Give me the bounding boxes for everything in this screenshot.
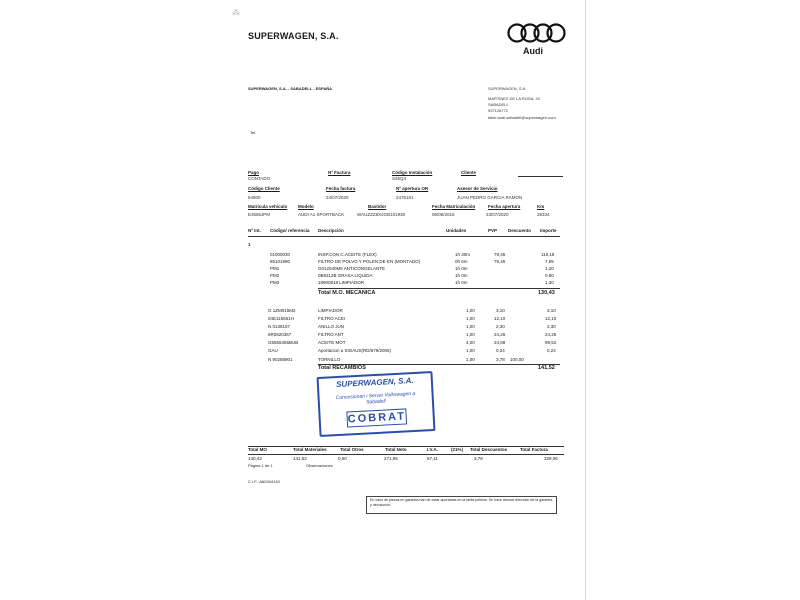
row-units: 1,00 (466, 308, 475, 313)
row-units: 1h 30m (455, 252, 471, 257)
row-importe: 1,20 (545, 266, 554, 271)
row-units: 1,00 (466, 357, 475, 362)
labor-total-rule (318, 288, 560, 289)
row-desc: ANILLO JUN (318, 324, 345, 329)
client-address-email: taller.audi.sabadell@superwagen.com (488, 115, 556, 120)
cliente-label: Cliente (461, 170, 477, 175)
row-pvp: 3,10 (496, 308, 505, 313)
asesor-label: Asesor de Servicio (457, 186, 498, 191)
row-code: PM3 (270, 280, 280, 285)
tel-label: Tel. (250, 130, 257, 135)
row-units: 1h 0m (455, 280, 468, 285)
fecha-apertura-label: Fecha apertura (488, 204, 521, 209)
row-units: 1,00 (466, 324, 475, 329)
observaciones-label: Observaciones (306, 463, 333, 468)
row-desc: Aportacion a SIGAUS(RD/679/2006) (318, 348, 392, 353)
row-code: G5555455BUB (268, 340, 299, 345)
row-units: 1,00 (466, 316, 475, 321)
row-dto: 100,00 (510, 357, 524, 362)
instalacion-label: Código Instalación (392, 170, 433, 175)
iva-label: I.V.A. (427, 447, 438, 452)
row-units: 4,00 (466, 340, 475, 345)
bastidor-value: WAUZZZ8X2GB101930 (357, 212, 406, 217)
scan-mark: ⁂ (232, 8, 240, 17)
row-importe: 0,80 (545, 273, 554, 278)
asesor-value: JUAN PEDRO GARCIA RAMON (457, 195, 523, 200)
row-code: 04E115561H (268, 316, 294, 321)
stamp-subtitle: Concesionari i Servei Volkswagen a Sabadell (335, 390, 416, 406)
stamp-word-box (346, 408, 407, 427)
iva-value: 57,11 (427, 456, 438, 461)
row-code: PM1 (270, 266, 280, 271)
row-importe: 3,10 (547, 308, 556, 313)
row-pvp: 2,30 (496, 324, 505, 329)
parts-total-label: Total RECAMBIOS (318, 365, 366, 371)
codigo-cliente-value: 54900 (248, 195, 261, 200)
total-materiales-value: 141,52 (293, 456, 307, 461)
km-label: Km (537, 204, 545, 209)
row-units: 1,00 (466, 332, 475, 337)
iva-pct-label: (21%) (451, 447, 464, 452)
row-pvp: 79,45 (494, 259, 506, 264)
row-desc: FILTRO ACEI (318, 316, 346, 321)
stamp-word: COBRAT (347, 410, 407, 426)
fecha-apertura-value: 23/07/2020 (486, 212, 509, 217)
total-mo-value: 130,43 (248, 456, 262, 461)
row-importe: 12,10 (545, 316, 557, 321)
section-number: 1 (248, 242, 251, 247)
row-importe: 7,95 (545, 259, 554, 264)
warranty-note: En caso de piezas en garantía han de estar aportadas en la tarifa pública. Se hace abonar dirección de la garantía y devolución. (370, 498, 553, 507)
total-mo-label: Total MO (248, 447, 267, 452)
brand-name: Audi (523, 46, 543, 56)
row-units: 1h 0m (455, 266, 468, 271)
row-desc: LIMPIADOR (318, 308, 343, 313)
row-desc: INSP.CON C.ACEITE (FLEX) (318, 252, 377, 257)
row-importe: 99,52 (545, 340, 557, 345)
paid-stamp (317, 371, 436, 437)
row-code: N 0138157 (268, 324, 291, 329)
row-code: GAU (268, 348, 278, 353)
col-codigo-header: Código/ referencia (270, 228, 310, 233)
labor-total-label: Total M.O. MECANICA (318, 290, 376, 296)
row-code: G 1ZM015M2 (268, 308, 296, 313)
page-edge (585, 0, 586, 600)
modelo-label: Modelo (298, 204, 314, 209)
matriculacion-label: Fecha Matriculación (432, 204, 476, 209)
row-desc: 0B9312B GRASA LIQUIDA (318, 273, 373, 278)
km-value: 39334 (537, 212, 550, 217)
row-units: 1,00 (466, 348, 475, 353)
row-units: 1h 0m (455, 273, 468, 278)
page-indicator: Página 1 de 1 (248, 463, 273, 468)
row-desc: FILTRO ANT (318, 332, 344, 337)
row-pvp: 0,24 (496, 348, 505, 353)
modelo-value: AUDI A1 SPORTBACK (298, 212, 345, 217)
instalacion-value: S26Q3 (392, 176, 407, 181)
row-importe: 119,18 (541, 252, 555, 257)
warranty-note-box (366, 496, 557, 514)
client-address-line4: 937126772 (488, 108, 509, 113)
matriculacion-value: 06/06/2016 (432, 212, 455, 217)
fecha-factura-label: Fecha factura (326, 186, 356, 191)
total-descuentos-label: Total Descuentos (470, 447, 508, 452)
total-otros-label: Total Otros (340, 447, 364, 452)
labor-total-value: 130,43 (538, 290, 555, 296)
row-pvp: 24,26 (494, 332, 506, 337)
row-desc: ACEITE MOT (318, 340, 346, 345)
col-descuento-header: Descuento (508, 228, 532, 233)
row-code: PM2 (270, 273, 280, 278)
col-pvp-header: PVP (488, 228, 498, 233)
cliente-underline (518, 176, 563, 177)
row-code: N 90288901 (268, 357, 293, 362)
total-descuentos-value: 3,78 (474, 456, 483, 461)
factura-label: Nº Factura (328, 170, 351, 175)
row-pvp: 3,78 (496, 357, 505, 362)
row-desc: TORNILLO (318, 357, 341, 362)
col-importe-header: Importe (540, 228, 557, 233)
row-pvp: 79,45 (494, 252, 506, 257)
row-importe: 2,30 (547, 324, 556, 329)
total-neto-label: Total Neto (385, 447, 407, 452)
row-importe: 0,24 (547, 348, 556, 353)
row-importe: 1,30 (545, 280, 554, 285)
company-address-line: SUPERWAGEN, S.A. - SABADELL - ESPAÑA (248, 86, 333, 91)
client-address-line3: SABADELL (488, 102, 509, 107)
bastidor-label: Bastidor (368, 204, 387, 209)
totals-header-rule (248, 454, 564, 455)
col-int-header: Nº Int. (248, 228, 261, 233)
col-unidades-header: Unidades (446, 228, 467, 233)
row-desc: FILTRO DE POLVO Y POLEN:DE EN (MONTADO) (318, 259, 421, 264)
client-address-line1: SUPERWAGEN, S.A. (488, 86, 527, 91)
row-desc: G012040M5 ANTICONGELANTE (318, 266, 386, 271)
client-address-line2: MARTINEZ DE LA ROSA, 20 (488, 96, 540, 101)
total-materiales-label: Total Materiales (293, 447, 327, 452)
table-header-rule (248, 236, 560, 237)
row-code: 6R0820367 (268, 332, 292, 337)
total-otros-value: 0,00 (338, 456, 347, 461)
row-importe: 24,26 (545, 332, 557, 337)
total-neto-value: 271,95 (384, 456, 398, 461)
apertura-or-value: 2476181 (396, 195, 414, 200)
row-desc: 18900818 LIMPIADOR (318, 280, 365, 285)
fecha-factura-value: 24/07/2020 (326, 195, 349, 200)
col-descripcion-header: Descripción (318, 228, 344, 233)
row-pvp: 24,88 (494, 340, 506, 345)
row-pvp: 12,10 (494, 316, 506, 321)
cif-label: C.I.F.: A60344140 (248, 479, 280, 484)
stamp-company: SUPERWAGEN, S.A. (335, 376, 414, 390)
parts-total-value: 141,52 (538, 365, 555, 371)
row-units: 0h 6m (455, 259, 468, 264)
total-factura-value: 329,06 (544, 456, 558, 461)
codigo-cliente-label: Código Cliente (248, 186, 280, 191)
apertura-or-label: Nº apertura OR (396, 186, 429, 191)
company-name: SUPERWAGEN, S.A. (248, 31, 339, 41)
row-code: 01000030 (270, 252, 291, 257)
pago-label: Pago (248, 170, 260, 175)
total-factura-label: Total Factura (520, 447, 548, 452)
matricula-label: Matrícula vehículo (248, 204, 288, 209)
matricula-value: E3656JPM (248, 212, 271, 217)
row-code: 85101990 (270, 259, 291, 264)
pago-value: CONTADO (248, 176, 271, 181)
